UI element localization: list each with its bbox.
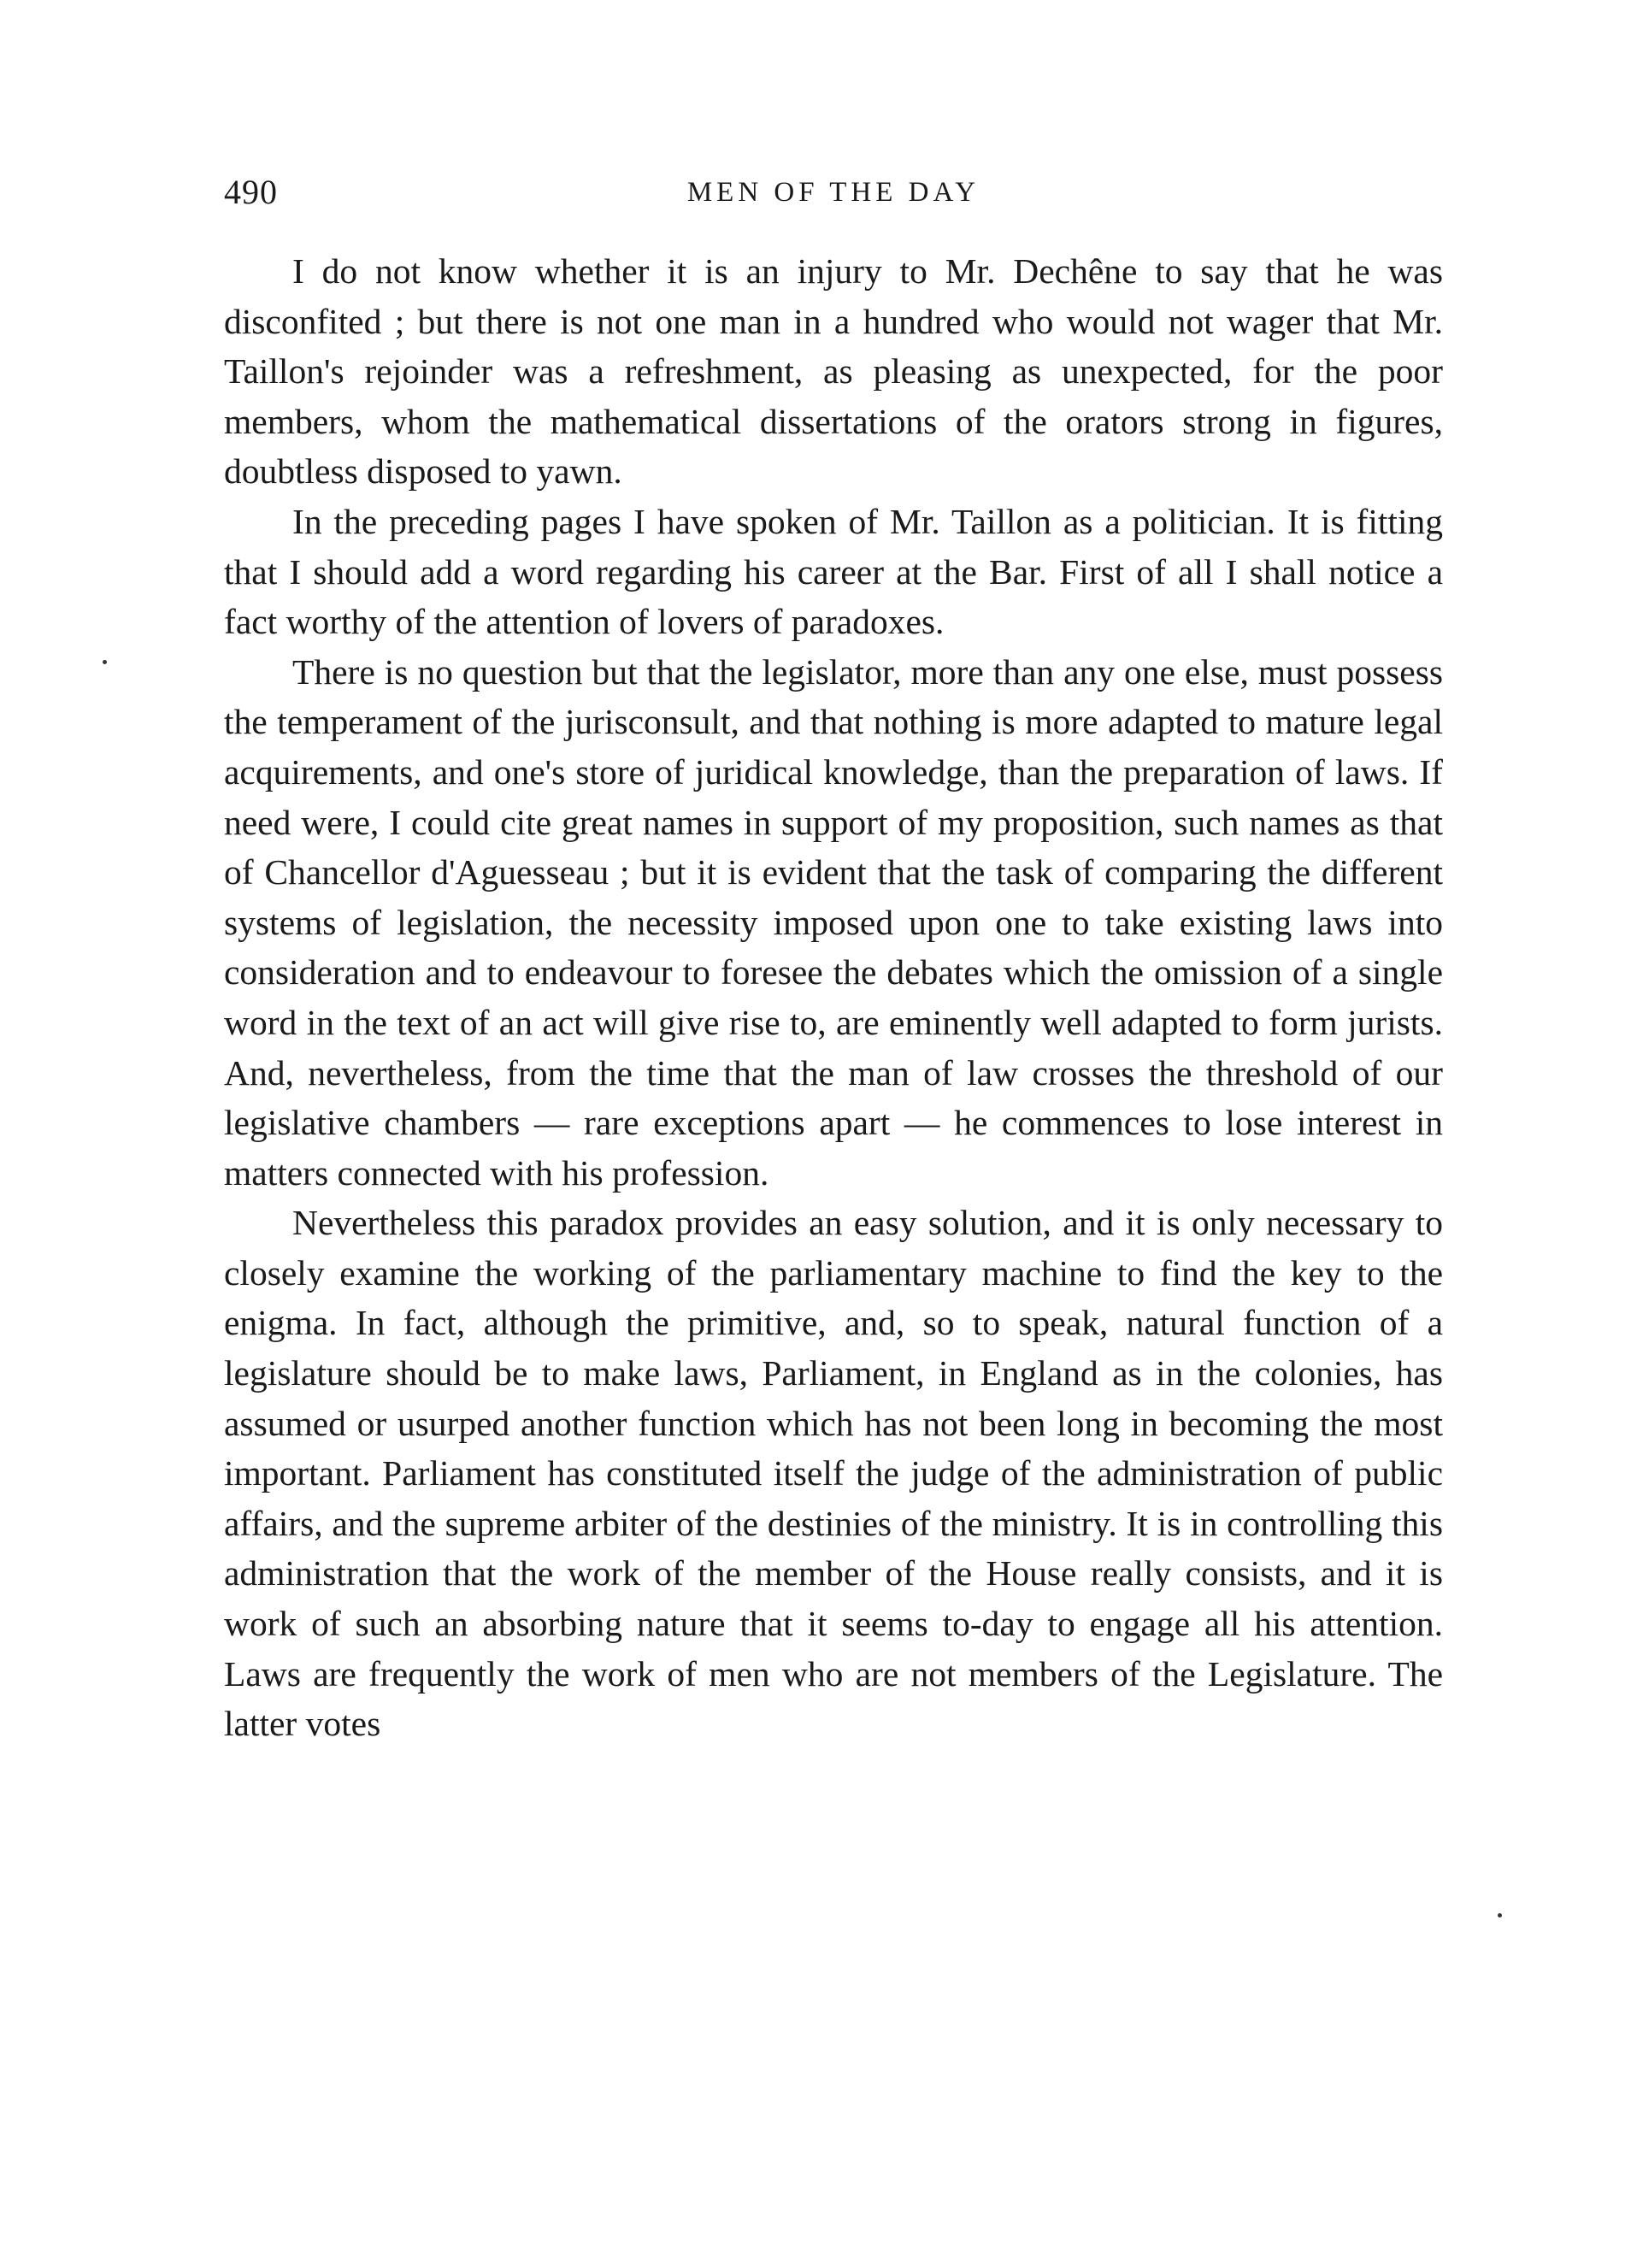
running-title: MEN OF THE DAY bbox=[686, 177, 980, 208]
paragraph-2: In the preceding pages I have spoken of Mr. Taillon as a politician. It is fitting that I should add a word regarding his career at the Bar. First of all I shall notice a fact worthy of the attention of lovers of paradoxes. bbox=[224, 501, 1443, 642]
body-text bbox=[224, 246, 1443, 1749]
page-number: 490 bbox=[224, 173, 278, 211]
running-head bbox=[224, 167, 1443, 218]
paragraph-3: There is no question but that the legislator, more than any one else, must possess the temperament of the jurisconsult, and that nothing is more adapted to mature legal acquirements, and one's store of juridical knowledge, than the preparation of laws. If need were, I could cite great names in support of my proposition, such names as that of Chancellor d'Aguesseau ; but it is evident that the task of comparing the different systems of legislation, the necessity imposed upon one to take existing laws into consideration and to endeavour to foresee the debates which the omission of a single word in the text of an act will give rise to, are eminently well adapted to form jurists. And, nevertheless, from the time that the man of law crosses the threshold of our legislative chambers — rare exceptions apart — he commences to lose interest in matters connected with his profession. bbox=[224, 651, 1443, 1193]
paragraph-4: Nevertheless this paradox provides an easy solution, and it is only necessary to closely examine the working of the parliamentary machine to find the key to the enigma. In fact, although the primitive, and, so to speak, natural function of a legislature should be to make laws, Parliament, in England as in the colonies, has assumed or usurped another function which has not been long in becoming the most important. Parliament has constituted itself the judge of the administration of public affairs, and the supreme arbiter of the destinies of the ministry. It is in controlling this administration that the work of the member of the House really consists, and it is work of such an absorbing nature that it seems to-day to engage all his attention. Laws are frequently the work of men who are not members of the Legislature. The latter votes bbox=[224, 1203, 1443, 1744]
margin-speck bbox=[1498, 1913, 1502, 1917]
margin-speck bbox=[103, 660, 107, 664]
paragraph-1: I do not know whether it is an injury to Mr. Dechêne to say that he was disconfited ; but there is not one man in a hundred who would not wager that Mr. Taillon's rejoinder was a refreshment, as pleasing as unexpected, for the poor members, whom the mathematical dissertations of the orators strong in figures, doubtless disposed to yawn. bbox=[224, 251, 1443, 492]
